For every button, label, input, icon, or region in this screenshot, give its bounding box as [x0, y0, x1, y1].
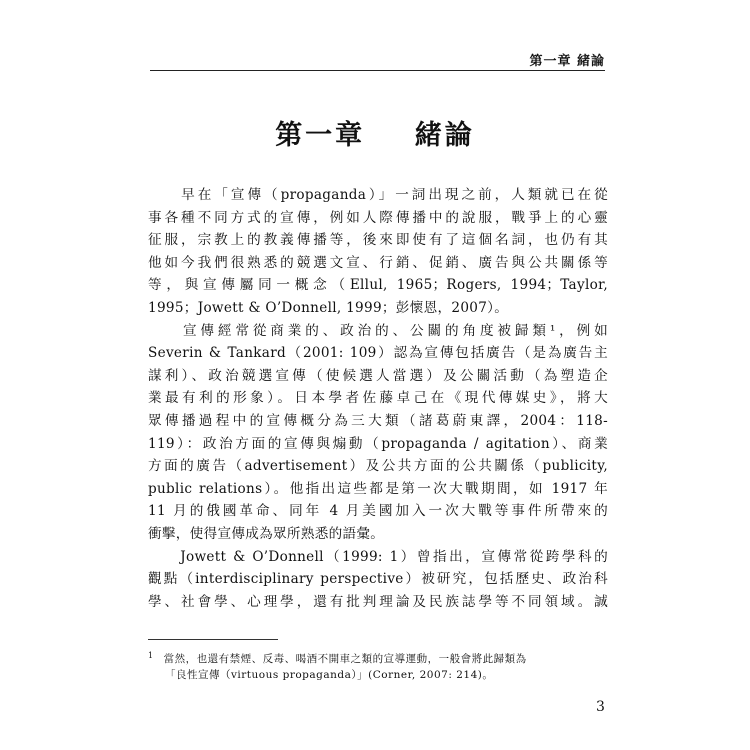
- body-line: 眾傳播過程中的宣傳概分為三大類（諸葛蔚東譯，2004：118-: [148, 413, 608, 429]
- footnote-line-1: [148, 651, 608, 666]
- page-number: 3: [596, 699, 605, 715]
- body-line: 早在「宣傳（propaganda）」一詞出現之前，人類就已在從: [148, 187, 608, 203]
- body-line: 1995；Jowett & O’Donnell, 1999；彭懷恩，2007）。: [148, 300, 509, 316]
- body-line: 等，與宣傳屬同一概念（Ellul, 1965；Rogers, 1994；Taylor,: [148, 277, 608, 294]
- body-line: 學、社會學、心理學，還有批判理論及民族誌學等不同領域。誠: [148, 593, 608, 610]
- footnote-divider: [148, 639, 278, 640]
- body-line: 業最有利的形象）。日本學者佐藤卓己在《現代傳媒史》，將大: [148, 390, 608, 407]
- body-line: Jowett & O’Donnell（1999: 1）曾指出，宣傳常從跨學科的: [148, 548, 608, 565]
- body-line: 宣傳經常從商業的、政治的、公關的角度被歸類¹，例如: [148, 322, 608, 339]
- footnote-text-1: 當然，也還有禁煙、反毒、喝酒不開車之類的宣導運動，一般會將此歸類為: [163, 653, 527, 665]
- chapter-title: 第一章 緒論: [275, 120, 475, 151]
- footnote-line-2: 「良性宣傳（virtuous propaganda）」(Corner, 2007: 214)。: [165, 669, 494, 681]
- body-line: 方面的廣告（advertisement）及公共方面的公共關係（publicity,: [148, 458, 608, 475]
- body-line: 觀點（interdisciplinary perspective）被研究，包括歷史、政治科: [148, 571, 608, 588]
- body-line: public relations）。他指出這些都是第一次大戰期間，如 1917 年: [148, 480, 608, 497]
- body-line: 事各種不同方式的宣傳，例如人際傳播中的說服，戰爭上的心靈: [148, 209, 608, 226]
- body-line: 衝擊，使得宣傳成為眾所熟悉的語彙。: [148, 526, 385, 542]
- body-line: 11 月的俄國革命、同年 4 月美國加入一次大戰等事件所帶來的: [148, 503, 608, 520]
- body-line: Severin & Tankard（2001: 109）認為宣傳包括廣告（是為廣告主: [148, 345, 608, 362]
- body-line: 119）：政治方面的宣傳與煽動（propaganda / agitation）、商業: [148, 435, 608, 452]
- body-line: 征服，宗教上的教義傳播等，後來即使有了這個名詞，也仍有其: [148, 232, 608, 249]
- chapter-header: 第一章 緒論: [529, 54, 605, 69]
- body-line: 謀利）、政治競選宣傳（使候選人當選）及公關活動（為塑造企: [148, 367, 608, 384]
- footnote-mark: 1: [148, 651, 154, 660]
- body-line: 他如今我們很熟悉的競選文宣、行銷、促銷、廣告與公共關係等: [148, 254, 608, 271]
